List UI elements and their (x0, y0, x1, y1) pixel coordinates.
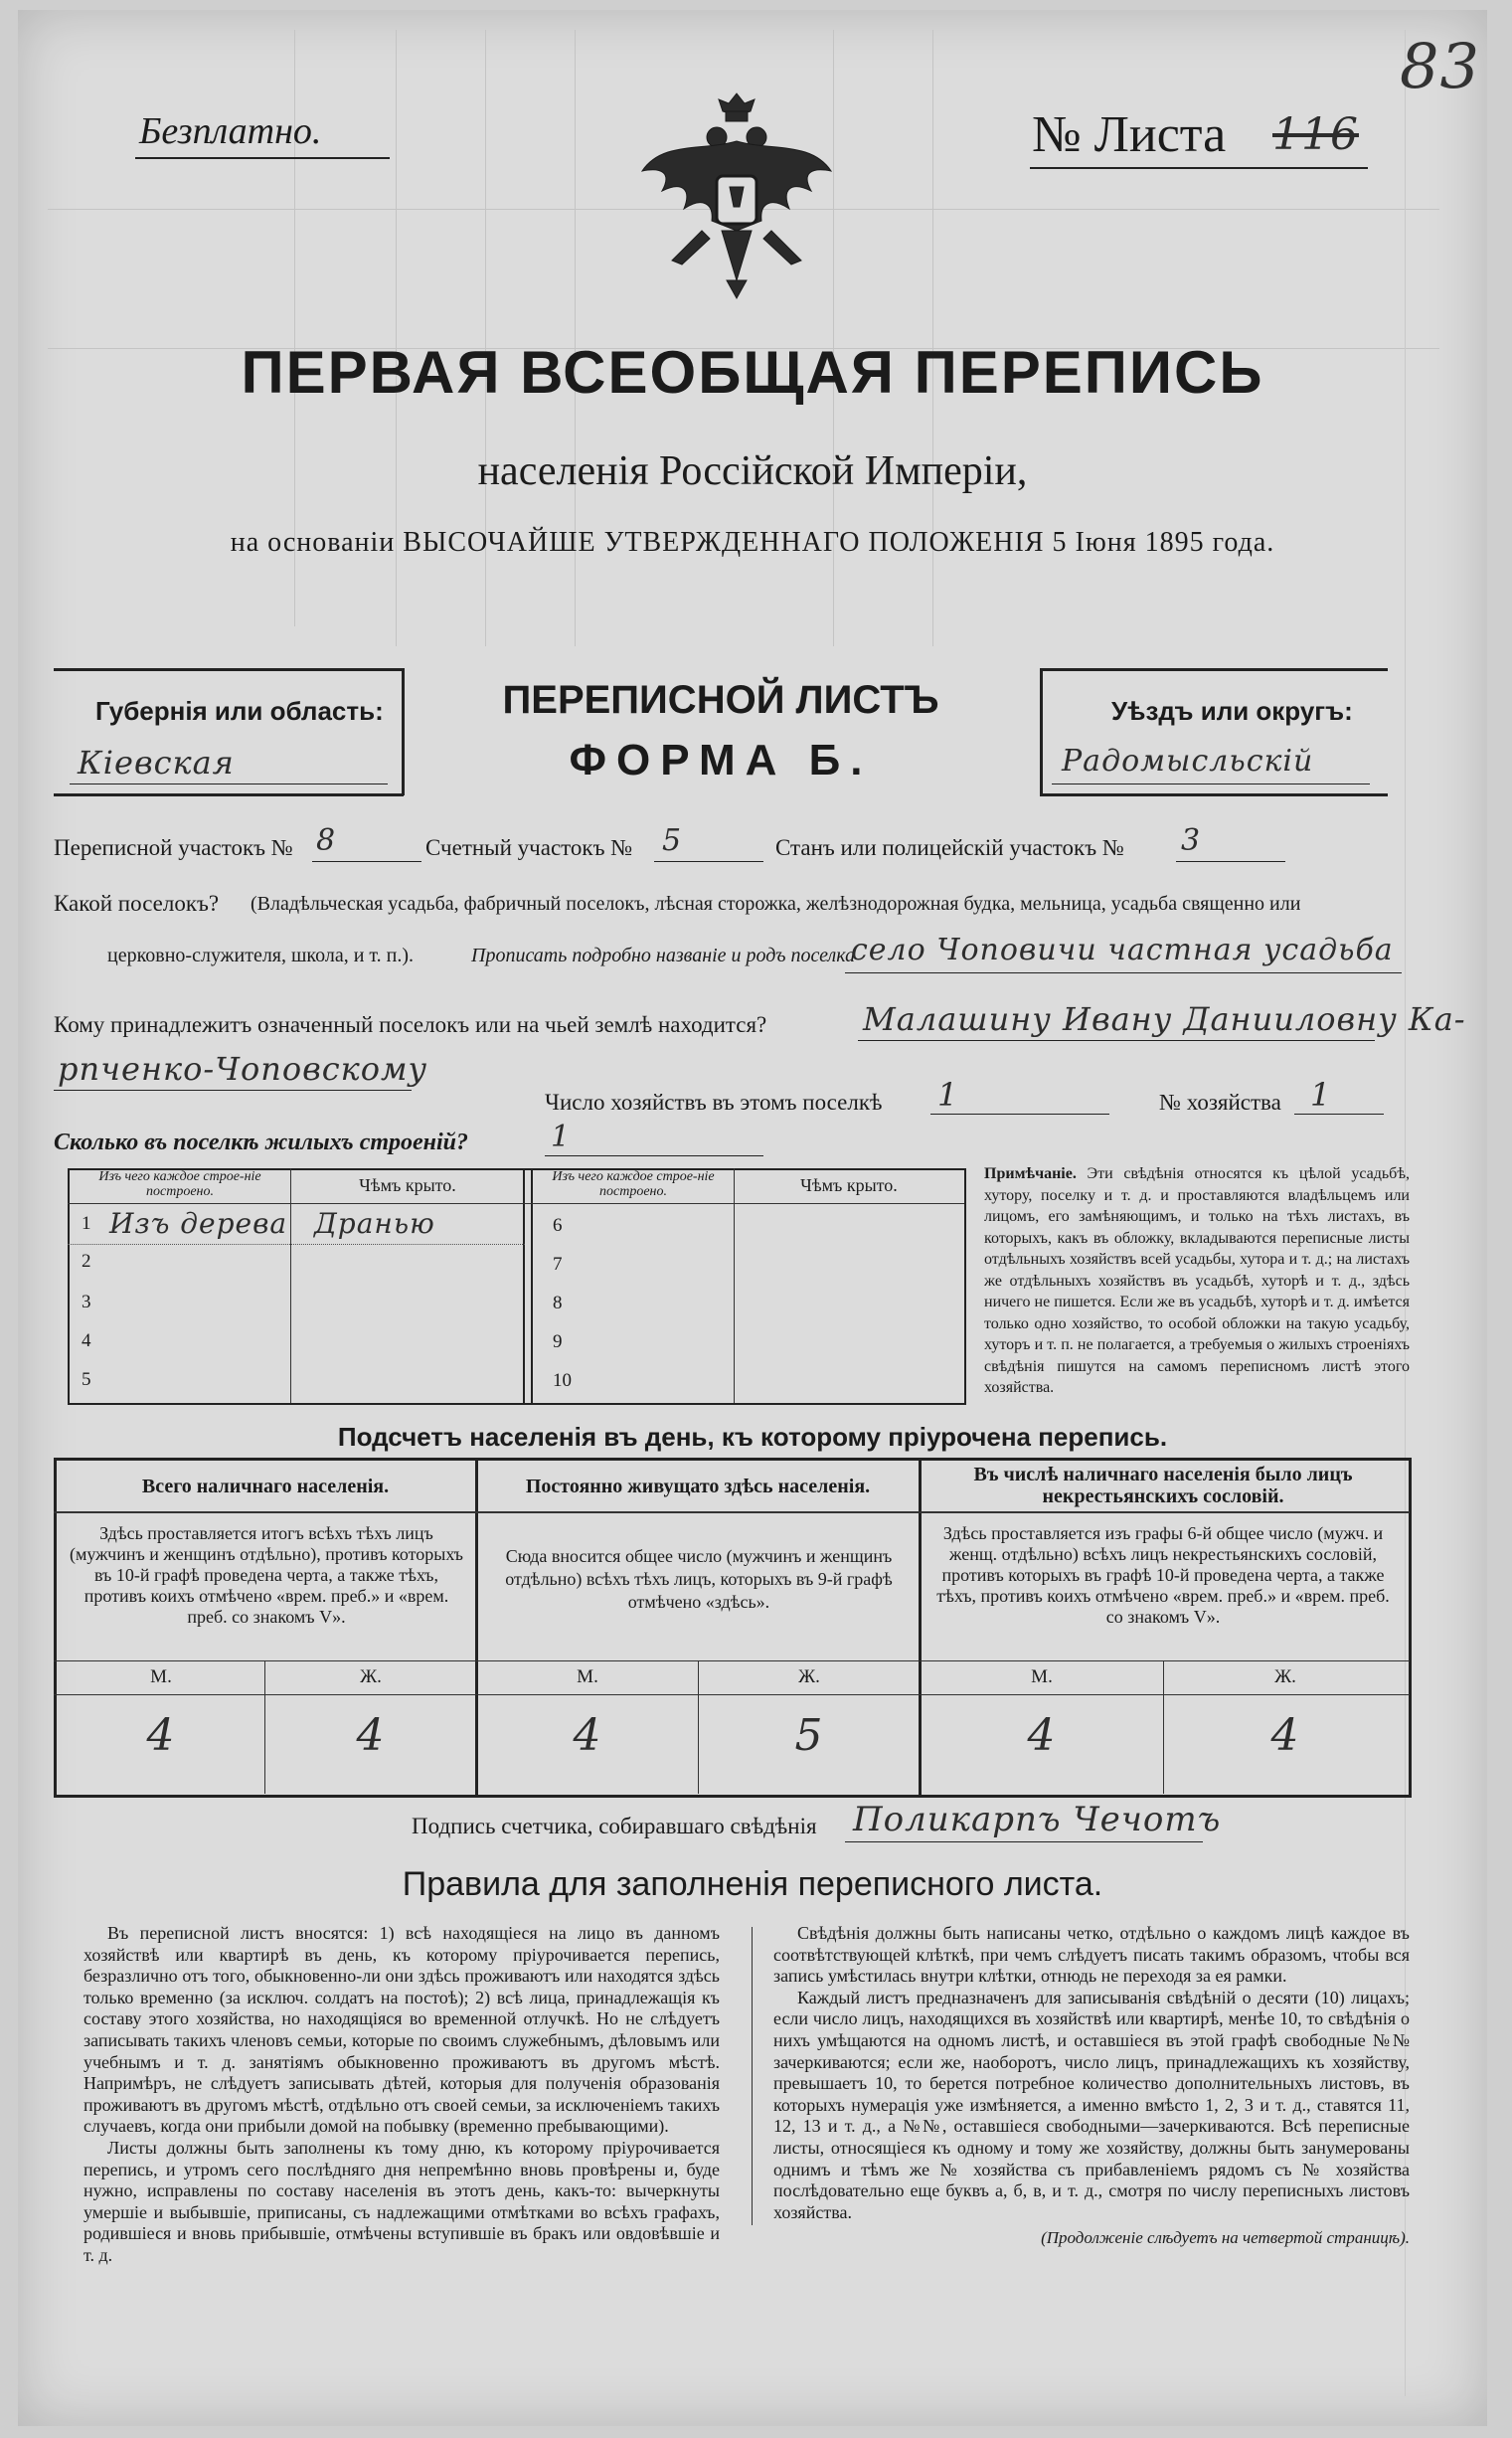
rules-continued-note: (Продолженіе слѣдуетъ на четвертой страницѣ). (1041, 2228, 1410, 2248)
permanent-m-value: 4 (573, 1710, 602, 1761)
buildings-rows-left (68, 1205, 525, 1400)
sheet-number-label: № Листа (1032, 106, 1227, 163)
owner-question: Кому принадлежитъ означенный поселокъ или на чьей землѣ находится? (54, 1012, 767, 1037)
settlement-value: село Чоповичи частная усадьба (851, 933, 1394, 967)
table-row: 10 (553, 1370, 572, 1391)
table-row: 1 Изъ дерева Дранью (68, 1205, 525, 1245)
settlement-question: Какой поселокъ? (54, 891, 220, 916)
free-underline (135, 157, 390, 159)
settlement-hint-3: Прописать подробно названіе и родъ поселка (471, 945, 856, 966)
uezd-label: Уѣздъ или округъ: (1111, 696, 1353, 726)
buildings-col-roof-right: Чѣмъ крыто. (800, 1175, 898, 1195)
signature-line (845, 1841, 1203, 1842)
gubernia-value: Кіевская (78, 744, 235, 782)
households-count-label: Число хозяйствъ въ этомъ поселкѣ (545, 1090, 883, 1115)
permanent-population-text: Сюда вносится общее число (мужчинъ и женщинъ отдѣльно) всѣхъ тѣхъ лицъ, которыхъ въ 9-й графѣ отмѣчено «здѣсь». (505, 1546, 893, 1612)
rules-left-paragraph-2: Листы должны быть заполнены къ тому дню, къ которому пріурочивается перепись, и утромъ сего послѣдняго дня непремѣнно вновь провѣрены и, буде нужно, исправлены по составу населенія въ этотъ день, какъ-то: вычеркнуты умершіе и выбывшіе, приписаны, съ надлежащими отмѣтками во всѣхъ графахъ, родившіеся и вновь прибывшіе, отмѣчены вступившіе въ бракъ или овдовѣвшіе и т. д. (84, 2137, 720, 2265)
stan-value: 3 (1181, 823, 1202, 858)
buildings-rows-right (533, 1205, 962, 1399)
note-text: Эти свѣдѣнія относятся къ цѣлой усадьбѣ, хутору, поселку и т. д. и проставляются владѣльцемъ или лицомъ, его замѣняющимъ, и только на тѣхъ листахъ, въ которыхъ, какъ въ обложку, вкладываются переписные листы отдѣльныхъ хозяйствъ всей усадьбы, хутора и т. д.; на листахъ же отдѣльныхъ хозяйствъ въ усадьбѣ, хуторѣ и т. д., здѣсь ничего не пишется. Если же въ усадьбѣ, хуторѣ и т. д. имѣется только одно хозяйство, то особой обложки на такую усадьбу, хуторъ и т. п. не полагается, а требуемыя о жилыхъ строеніяхъ свѣдѣнія пишутся на самомъ переписномъ листѣ этого хозяйства. (984, 1165, 1410, 1396)
imperial-eagle-emblem-icon (622, 82, 851, 310)
free-label: Безплатно. (139, 110, 322, 152)
table-row: 5 (82, 1369, 91, 1390)
census-district-value: 8 (316, 823, 337, 858)
table-row: 2 (82, 1251, 91, 1272)
form-title: ПЕРЕПИСНОЙ ЛИСТЪ (502, 678, 939, 722)
buildings-col-material-left: Изъ чего каждое строе-ніе построено. (98, 1169, 261, 1199)
signature-value: Поликарпъ Чечотъ (853, 1800, 1222, 1839)
buildings-line (545, 1155, 763, 1156)
stan-label: Станъ или полицейскій участокъ № (775, 835, 1124, 860)
legal-basis: на основаніи ВЫСОЧАЙШЕ УТВЕРЖДЕННАГО ПОЛОЖЕНІЯ 5 Іюня 1895 года. (230, 527, 1275, 558)
permanent-f-value: 5 (794, 1710, 824, 1761)
count-district-label: Счетный участокъ № (425, 835, 633, 860)
household-no-label: № хозяйства (1159, 1090, 1281, 1115)
region-box-bottom-right (1040, 793, 1388, 796)
subtitle: населенія Россійской Имперіи, (477, 448, 1028, 494)
settlement-hint-1: (Владѣльческая усадьба, фабричный поселокъ, лѣсная сторожка, желѣзнодорожная будка, мельница, усадьба священно или (251, 893, 1301, 915)
region-box-top-right (1040, 668, 1388, 671)
settlement-line (845, 972, 1402, 973)
rules-right-paragraph-2: Каждый листъ предназначенъ для записыванія свѣдѣній о десяти (10) лицахъ; если число лицъ, находящихся въ хозяйствѣ или квартирѣ, менѣе 10, то свѣдѣнія о нихъ умѣщаются на одномъ листѣ, и оставшіеся въ этой графѣ свободные №№ зачеркиваются; если же, наоборотъ, число лицъ, принадлежащихъ къ хозяйству, превышаетъ 10, то берется потребное количество дополнительныхъ листовъ, въ которыхъ нумерація уже измѣняется, а именно вмѣсто 1, 2, 3 и т. д., ставятся 11, 12, 13 и т. д., а №№, оставшіеся свободными—зачеркиваются. Всѣ переписные листы, относящіеся къ одному и тому же хозяйству, должны быть занумерованы однимъ и тѣмъ же № хозяйства съ прибавленіемъ рядомъ съ № хозяйства послѣдовательно еще буквъ а, б, в, и т. д., смотря по числу переписныхъ листовъ хозяйства. (773, 1987, 1410, 2222)
table-row: 7 (553, 1254, 563, 1275)
households-count-line (930, 1114, 1109, 1115)
owner-line-1 (858, 1040, 1375, 1041)
permanent-population-title: Постоянно живущато здѣсь населенія. (525, 1476, 871, 1497)
present-population-text: Здѣсь проставляется итогъ всѣхъ тѣхъ лицъ (мужчинъ и женщинъ отдѣльно), противъ которыхъ въ 10-й графѣ проведена черта, а также тѣхъ, противъ коихъ отмѣчено «врем. преб.» и «врем. преб. со знакомъ V». (70, 1523, 463, 1627)
households-count-value: 1 (937, 1076, 959, 1114)
household-no-value: 1 (1310, 1076, 1332, 1114)
form-name: ФОРМА Б. (569, 736, 873, 784)
table-row: 8 (553, 1293, 563, 1313)
uezd-value: Радомысльскій (1062, 744, 1314, 779)
note-title: Примѣчаніе. (984, 1165, 1077, 1182)
owner-value-line-2: рпченко-Чоповскому (58, 1050, 428, 1088)
rules-left-column (84, 1923, 720, 2267)
stan-line (1176, 861, 1285, 862)
census-form-page (18, 10, 1487, 2426)
region-box-bottom-left (54, 793, 404, 796)
sheet-number-value: 116 (1272, 109, 1359, 160)
owner-line-2 (54, 1090, 412, 1091)
buildings-label: Сколько въ поселкѣ жилыхъ строеній? (54, 1130, 468, 1155)
table-row: 6 (553, 1215, 563, 1236)
buildings-header-rule (68, 1203, 964, 1204)
present-population-title: Всего наличнаго населенія. (141, 1476, 390, 1497)
present-f-value: 4 (356, 1710, 386, 1761)
permanent-m-header: М. (577, 1666, 598, 1687)
census-district-line (312, 861, 421, 862)
table-row: 9 (553, 1331, 563, 1352)
table-row: 3 (82, 1292, 91, 1312)
population-mf-top-rule (54, 1660, 1410, 1661)
table-row: 4 (82, 1330, 91, 1351)
rules-right-paragraph-1: Свѣдѣнія должны быть написаны четко, отдѣльно о каждомъ лицѣ каждое въ соотвѣтствующей клѣткѣ, при чемъ слѣдуетъ писать такимъ образомъ, чтобы вся запись умѣстилась внутри клѣтки, отнюдь не переходя за ея рамки. (773, 1923, 1410, 1987)
rules-column-divider (752, 1927, 753, 2225)
buildings-col-roof-left: Чѣмъ крыто. (359, 1175, 456, 1195)
settlement-hint-2: церковно-служителя, школа, и т. п.). (107, 945, 414, 966)
main-title: ПЕРВАЯ ВСЕОБЩАЯ ПЕРЕПИСЬ (241, 339, 1264, 406)
population-title: Подсчетъ населенія въ день, къ которому пріурочена перепись. (337, 1422, 1168, 1452)
region-box-divider-right (1040, 668, 1043, 795)
population-mf-divider-3 (1163, 1660, 1164, 1794)
present-m-header: М. (150, 1666, 172, 1687)
buildings-value: 1 (551, 1120, 572, 1154)
population-mf-divider-1 (264, 1660, 265, 1794)
nonpeasant-m-value: 4 (1027, 1710, 1057, 1761)
archive-page-number: 83 (1400, 30, 1480, 102)
nonpeasant-population-title: Въ числѣ наличнаго населенія было лицъ некрестьянскихъ сословій. (973, 1464, 1353, 1507)
present-m-value: 4 (146, 1710, 176, 1761)
nonpeasant-m-header: М. (1031, 1666, 1053, 1687)
rules-title: Правила для заполненія переписного листа. (402, 1865, 1103, 1903)
population-header-rule (54, 1511, 1410, 1513)
nonpeasant-population-text: Здѣсь проставляется изъ графы 6-й общее число (мужч. и женщ. отдѣльно) всѣхъ лицъ некрестьянскихъ сословій, противъ которыхъ въ графѣ 10-й проведена черта, а также тѣхъ, противъ коихъ отмѣчено «врем. преб.» и «врем. преб. со знакомъ V». (936, 1523, 1390, 1627)
buildings-note (984, 1163, 1410, 1399)
population-mf-bottom-rule (54, 1694, 1410, 1695)
region-box-top-left (54, 668, 404, 671)
count-district-line (654, 861, 763, 862)
rules-right-column (773, 1923, 1410, 2249)
household-no-line (1294, 1114, 1384, 1115)
nonpeasant-f-header: Ж. (1274, 1666, 1296, 1687)
present-f-header: Ж. (360, 1666, 382, 1687)
sheet-number-underline (1030, 167, 1368, 169)
population-mf-divider-2 (698, 1660, 699, 1794)
permanent-f-header: Ж. (798, 1666, 820, 1687)
buildings-col-material-right: Изъ чего каждое строе-ніе построено. (552, 1169, 715, 1199)
census-district-label: Переписной участокъ № (54, 835, 293, 860)
gubernia-label: Губернія или область: (95, 696, 384, 726)
owner-value-line-1: Малашину Ивану Данииловну Ка- (863, 1000, 1466, 1038)
nonpeasant-f-value: 4 (1270, 1710, 1300, 1761)
rules-left-paragraph-1: Въ переписной листъ вносятся: 1) всѣ находящіеся на лицо въ данномъ хозяйствѣ или квартирѣ въ день, къ которому пріурочивается перепись, безразлично отъ того, обыкновенно-ли они здѣсь проживаютъ или находятся здѣсь только временно (за исключ. солдатъ на постоѣ); 2) всѣ лица, принадлежащія къ составу этого хозяйства, но находящіяся во временной отлучкѣ. Но не слѣдуетъ записывать такихъ членовъ семьи, которые по своимъ служебнымъ, дѣловымъ или учебнымъ и т. д. занятіямъ обыкновенно проживаютъ въ другомъ мѣстѣ. Напримѣръ, не слѣдуетъ записывать дѣтей, которыя для полученія образованія проживаютъ въ другомъ мѣстѣ, отдѣльно отъ своей семьи, за исключеніемъ такихъ случаевъ, когда они прибыли домой на побывку (временно пребывающими). (84, 1923, 720, 2137)
signature-label: Подпись счетчика, собиравшаго свѣдѣнія (412, 1814, 817, 1838)
count-district-value: 5 (662, 823, 683, 858)
